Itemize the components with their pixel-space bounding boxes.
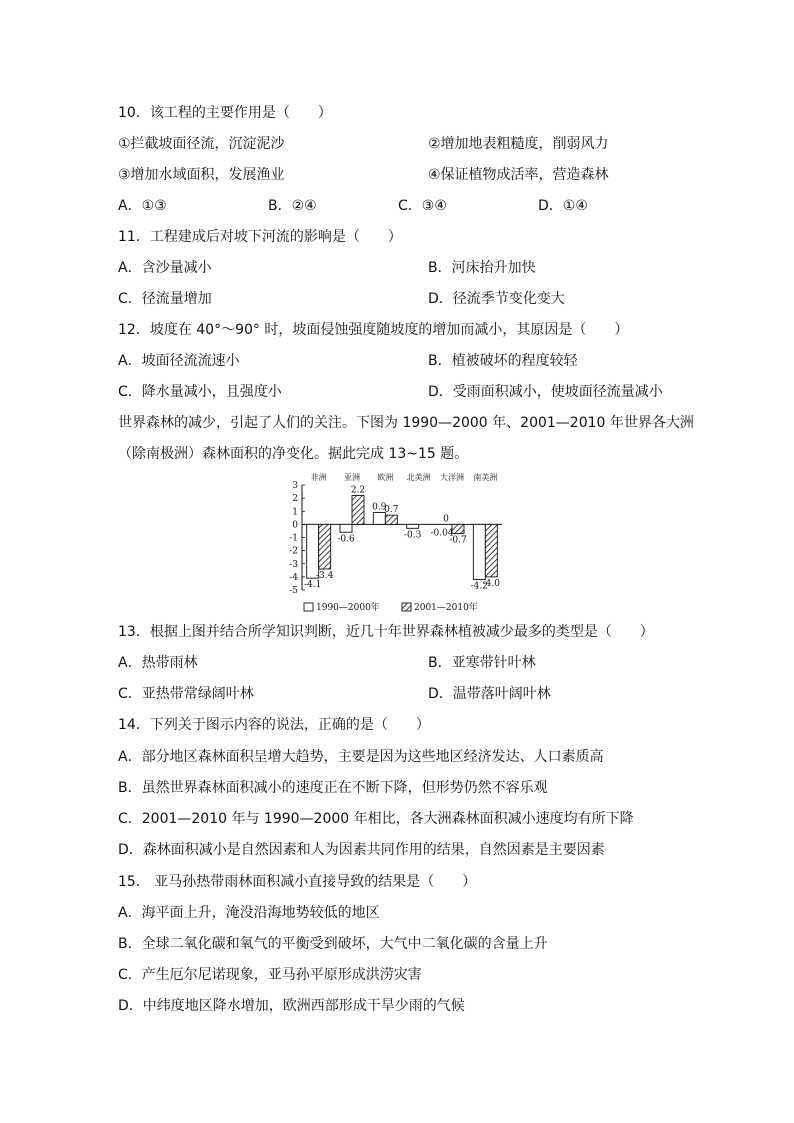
y-tick-label: 3 [292, 481, 298, 491]
question-12-stem: 12．坡度在 40°～90° 时，坡面侵蚀强度随坡度的增加而减小，其原因是（ ） [118, 322, 629, 338]
y-tick-label: -3 [289, 559, 298, 570]
bar-2001-2010 [452, 524, 464, 533]
data-label: -0.7 [449, 535, 467, 546]
q13-choice-b[interactable]: B．亚寒带针叶林 [428, 655, 536, 671]
data-label: -4.2 [470, 581, 489, 592]
q14-choice-a[interactable]: A．部分地区森林面积呈增大趋势，主要是因为这些地区经济发达、人口素质高 [118, 749, 604, 765]
forest-area-change-chart [280, 470, 510, 620]
q15-choice-d[interactable]: D．中纬度地区降水增加，欧洲西部形成干旱少雨的气候 [118, 998, 465, 1014]
q14-choice-b[interactable]: B．虽然世界森林面积减小的速度正在不断下降，但形势仍然不容乐观 [118, 780, 548, 796]
y-tick-label: -5 [289, 586, 298, 596]
q12-choice-d[interactable]: D．受雨面积减小，使坡面径流量减小 [428, 384, 663, 400]
bar-2001-2010 [485, 524, 497, 577]
bar-2001-2010 [385, 515, 397, 524]
q11-choice-c[interactable]: C．径流量增加 [118, 291, 212, 307]
data-label: -0.04 [430, 528, 454, 539]
q11-choice-b[interactable]: B．河床抬升加快 [428, 260, 536, 276]
q10-choice-c[interactable]: C．③④ [398, 198, 447, 214]
y-tick-label: 0 [292, 520, 298, 531]
question-15-stem: 15． 亚马孙热带雨林面积减小直接导致的结果是（ ） [118, 874, 477, 890]
q11-choice-a[interactable]: A．含沙量减小 [118, 260, 212, 276]
data-label: 2.2 [350, 485, 366, 496]
q15-choice-b[interactable]: B．全球二氧化碳和氧气的平衡受到破坏，大气中二氧化碳的含量上升 [118, 936, 548, 952]
question-11-stem: 11．工程建成后对坡下河流的影响是（ ） [118, 229, 402, 245]
y-tick-label: -4 [289, 572, 298, 583]
category-label: 大洋洲 [440, 473, 464, 482]
q10-choice-d[interactable]: D．①④ [538, 198, 588, 214]
data-label: -4.1 [303, 580, 322, 591]
data-label: 0 [443, 514, 449, 525]
bar-1990-2000 [340, 524, 352, 532]
data-label: -4.0 [482, 578, 501, 589]
q13-choice-c[interactable]: C．亚热带常绿阔叶林 [118, 686, 254, 702]
bar-2001-2010 [319, 524, 331, 569]
category-label: 南美洲 [473, 473, 498, 482]
legend-label-2001-2010: 2001—2010年 [414, 603, 478, 613]
category-label: 非洲 [310, 473, 327, 482]
q15-choice-c[interactable]: C．产生厄尔尼诺现象，亚马孙平原形成洪涝灾害 [118, 967, 422, 983]
q13-choice-a[interactable]: A．热带雨林 [118, 655, 198, 671]
y-tick-label: 2 [292, 494, 298, 505]
q10-statement-3: ③增加水域面积，发展渔业 [118, 167, 285, 183]
category-label: 亚洲 [344, 473, 360, 482]
bar-1990-2000 [407, 524, 419, 528]
bar-2001-2010 [352, 496, 364, 525]
q10-statement-4: ④保证植物成活率，营造森林 [428, 167, 609, 183]
data-label: -3.4 [315, 571, 334, 581]
category-label: 北美洲 [406, 473, 431, 482]
q10-statement-2: ②增加地表粗糙度，削弱风力 [428, 136, 609, 152]
q12-choice-b[interactable]: B．植被破坏的程度较轻 [428, 353, 578, 369]
bar-1990-2000 [473, 524, 485, 579]
category-label: 欧洲 [377, 473, 394, 482]
question-10-stem: 10．该工程的主要作用是（ ） [118, 105, 332, 121]
legend-swatch-2001-2010 [402, 603, 411, 611]
q15-choice-a[interactable]: A．海平面上升，淹没沿海地势较低的地区 [118, 905, 380, 921]
data-label: -0.6 [337, 534, 355, 545]
q11-choice-d[interactable]: D．径流季节变化变大 [428, 291, 565, 307]
data-label: 0.7 [384, 505, 399, 516]
question-14-stem: 14．下列关于图示内容的说法，正确的是（ ） [118, 717, 430, 733]
y-tick-label: -1 [289, 533, 298, 544]
q14-choice-d[interactable]: D．森林面积减小是自然因素和人为因素共同作用的结果，自然因素是主要因素 [118, 842, 605, 858]
question-13-stem: 13．根据上图并结合所学知识判断，近几十年世界森林植被减少最多的类型是（ ） [118, 624, 654, 640]
q13-choice-d[interactable]: D．温带落叶阔叶林 [428, 686, 551, 702]
legend-swatch-1990-2000 [304, 603, 313, 611]
q10-choice-a[interactable]: A．①③ [118, 198, 167, 214]
q12-choice-c[interactable]: C．降水量减小，且强度小 [118, 384, 282, 400]
legend-label-1990-2000: 1990—2000年 [316, 603, 380, 613]
intro-line-1: 世界森林的减少，引起了人们的关注。下图为 1990—2000 年、2001—2010 年世界各大洲 [118, 415, 694, 431]
q10-choice-b[interactable]: B．②④ [268, 198, 317, 214]
data-label: -0.3 [403, 530, 422, 541]
q10-statement-1: ①拦截坡面径流，沉淀泥沙 [118, 136, 285, 152]
q14-choice-c[interactable]: C．2001—2010 年与 1990—2000 年相比，各大洲森林面积减小速度均有所下降 [118, 811, 634, 827]
y-tick-label: 1 [292, 507, 298, 518]
y-tick-label: -2 [289, 546, 298, 557]
intro-line-2: （除南极洲）森林面积的净变化。据此完成 13~15 题。 [118, 446, 469, 462]
data-label: 0.9 [372, 502, 387, 513]
q12-choice-a[interactable]: A．坡面径流流速小 [118, 353, 240, 369]
